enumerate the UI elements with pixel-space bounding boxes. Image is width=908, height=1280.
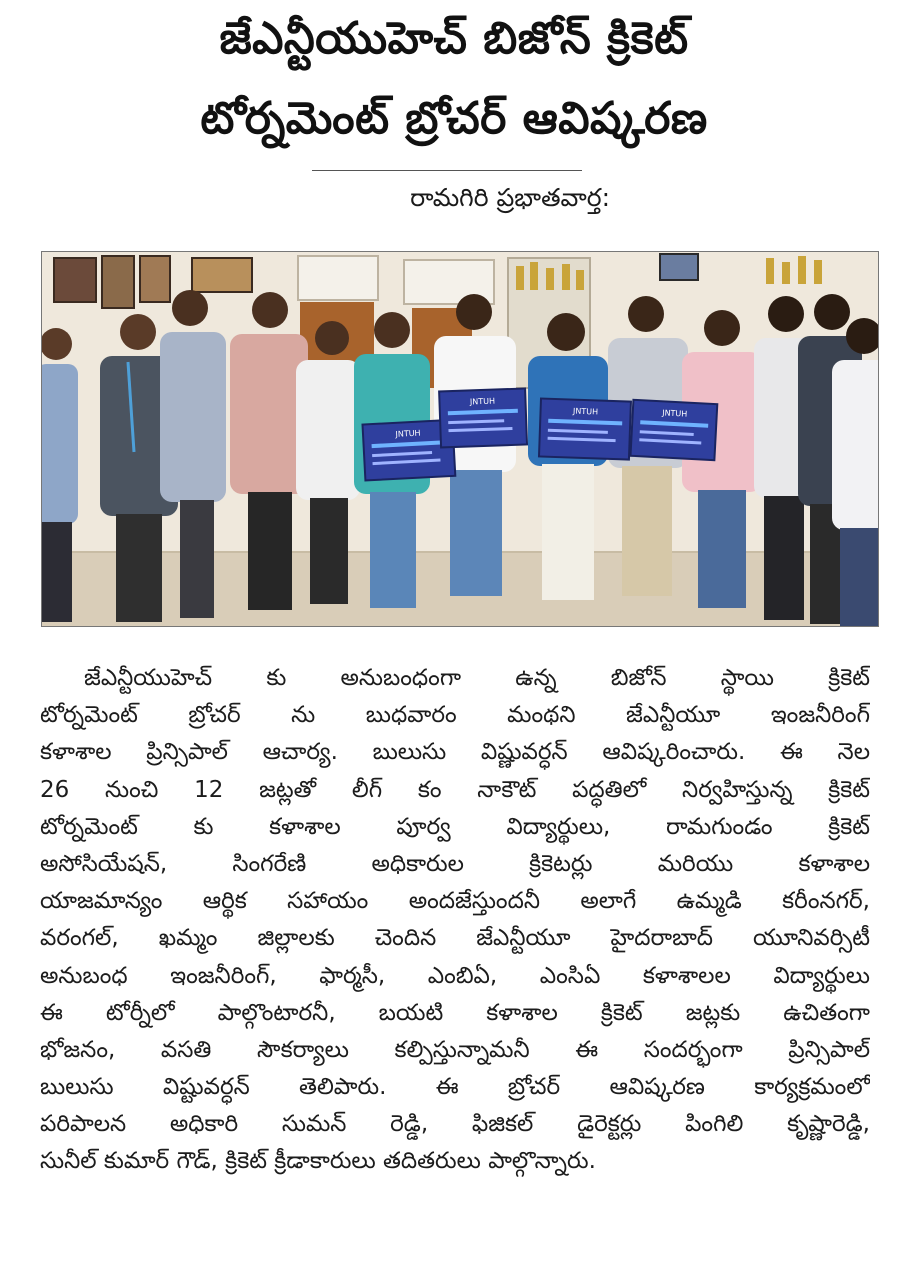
article-line: టోర్నమెంట్ కు కళాశాల పూర్వ విద్యార్థులు, రామగుండం క్రికెట్ <box>40 813 870 840</box>
article-line: టోర్నమెంట్ బ్రోచర్ ను బుధవారం మంథని జేఎన్టీయూ ఇంజనీరింగ్ <box>40 702 870 729</box>
article-body <box>40 660 870 1181</box>
article-line: ఈ టోర్నీలో పాల్గొంటారనీ, బయటి కళాశాల క్రికెట్ జట్లకు ఉచితంగా <box>40 999 870 1026</box>
wall-frame <box>54 258 96 302</box>
article-line: అనుబంధ ఇంజనీరింగ్, ఫార్మసీ, ఎంబిఏ, ఎంసిఏ కళాశాలల విద్యార్థులు <box>40 962 870 989</box>
wall-frame <box>140 256 170 302</box>
article-line: సునీల్ కుమార్ గౌడ్, క్రికెట్ క్రీడాకారులు తదితరులు పాల్గొన్నారు. <box>40 1148 596 1175</box>
article-line: కళాశాల ప్రిన్సిపాల్ ఆచార్య. బులుసు విష్ణువర్ధన్ ఆవిష్కరించారు. ఈ నెల <box>40 739 870 766</box>
article-line: భోజనం, వసతి సౌకర్యాలు కల్పిస్తున్నామనీ ఈ సందర్భంగా ప్రిన్సిపాల్ <box>40 1036 870 1063</box>
wall-frame <box>192 258 252 292</box>
article-line: 26 నుంచి 12 జట్లతో లీగ్ కం నాకౌట్ పద్ధతిలో నిర్వహిస్తున్న క్రికెట్ <box>40 776 870 803</box>
news-photo <box>41 251 879 627</box>
headline-line-2: టోర్నమెంట్ బ్రోచర్ ఆవిష్కరణ <box>200 93 708 144</box>
article-line: యాజమాన్యం ఆర్థిక సహాయం అందజేస్తుందనీ అలాగే ఉమ్మడి కరీంనగర్, <box>40 888 870 915</box>
wall-frame <box>102 256 134 308</box>
wall-frame <box>660 254 698 280</box>
article-line: జేఎన్టీయుహెచ్ కు అనుబంధంగా ఉన్న బిజోన్ స్థాయి క్రికెట్ <box>84 665 870 691</box>
dateline-divider <box>312 170 582 171</box>
brochure-heading: JNTUH <box>572 406 599 417</box>
brochure-heading: JNTUH <box>395 428 421 439</box>
brochure-heading: JNTUH <box>469 396 496 407</box>
group-photo-illustration <box>42 252 879 627</box>
article-line: బులుసు విష్టువర్ధన్ తెలిపారు. ఈ బ్రోచర్ ఆవిష్కరణ కార్యక్రమంలో <box>40 1074 870 1101</box>
dateline: రామగిరి ప్రభాతవార్త: <box>410 183 610 212</box>
article-line: పరిపాలన అధికారి సుమన్ రెడ్డి, ఫిజికల్ డైరెక్టర్లు పింగిలి కృష్ణారెడ్డి, <box>40 1111 870 1138</box>
headline-line-1: జేఎన్టీయుహెచ్ బిజోన్ క్రికెట్ <box>219 13 689 64</box>
article-line: వరంగల్, ఖమ్మం జిల్లాలకు చెందిన జేఎన్టీయూ హైదరాబాద్ యూనివర్సిటీ <box>40 925 870 952</box>
brochure-heading: JNTUH <box>661 408 688 419</box>
article-line: అసోసియేషన్, సింగరేణి అధికారుల క్రికెటర్లు మరియు కళాశాల <box>40 850 870 877</box>
